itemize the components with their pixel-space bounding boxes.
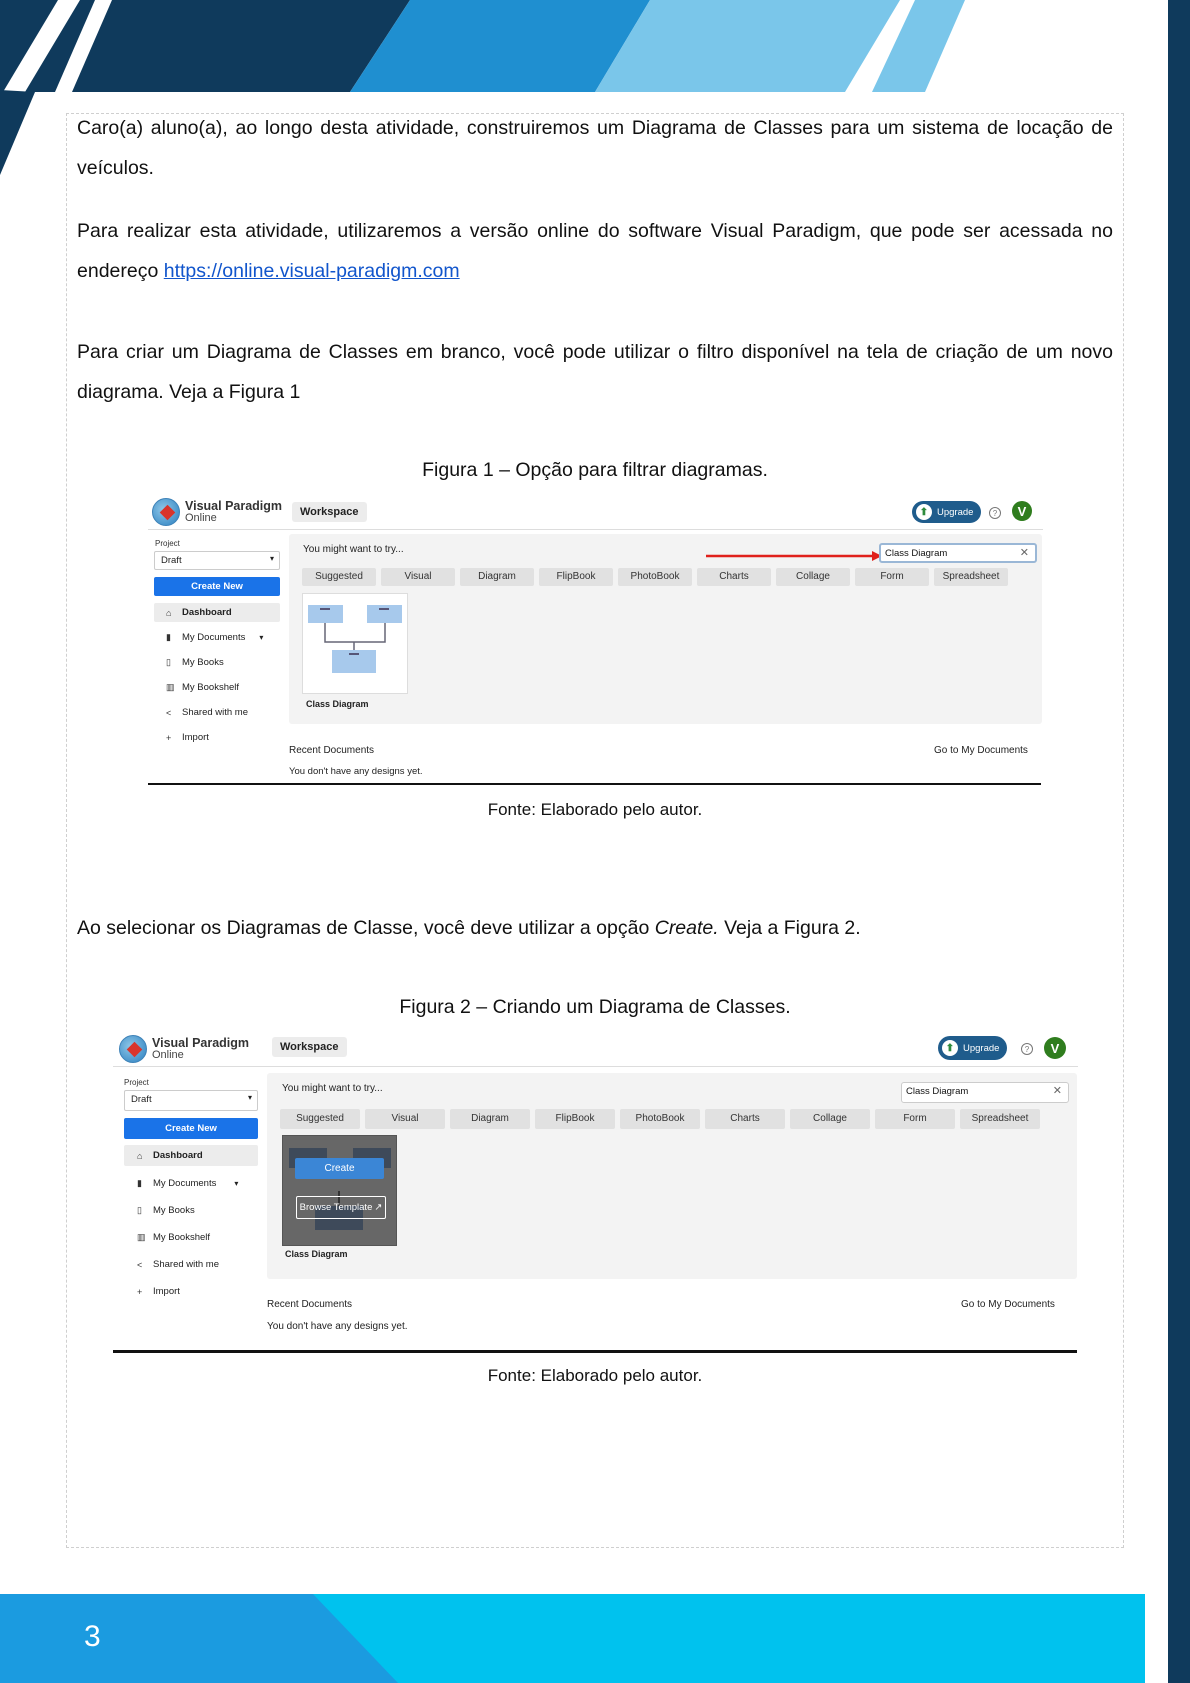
figure-2-screenshot <box>113 1033 1078 1353</box>
figure-bottom-line <box>113 1350 1077 1353</box>
nav-shared-with-me[interactable] <box>124 1254 258 1275</box>
category-diagram[interactable]: Diagram <box>450 1109 530 1129</box>
category-collage[interactable]: Collage <box>776 568 850 586</box>
software-paragraph <box>77 211 1113 291</box>
project-label: Project <box>124 1078 149 1087</box>
category-form[interactable]: Form <box>855 568 929 586</box>
header-divider <box>148 529 1043 530</box>
create-paragraph-text: Ao selecionar os Diagramas de Classe, você deve utilizar a opção <box>77 917 650 939</box>
nav-dashboard-label: Dashboard <box>182 607 232 618</box>
nav-my-documents-label: My Documents <box>153 1178 217 1189</box>
category-charts[interactable]: Charts <box>705 1109 785 1129</box>
diagram-search-input[interactable] <box>901 1082 1069 1103</box>
header-banner <box>0 0 1190 92</box>
globe-logo-icon <box>152 498 180 526</box>
category-flipbook[interactable]: FlipBook <box>539 568 613 586</box>
software-paragraph-text: Para realizar esta atividade, utilizaremos a versão online do software Visual Paradigm, que pode ser acessada no endereço <box>77 220 1113 282</box>
class-diagram-card-hover[interactable] <box>282 1135 397 1246</box>
nav-my-bookshelf[interactable] <box>124 1227 258 1248</box>
logo-title: Visual Paradigm <box>185 499 283 513</box>
category-photobook[interactable]: PhotoBook <box>618 568 692 586</box>
footer-banner <box>0 1594 1145 1683</box>
clear-icon[interactable]: ✕ <box>1019 547 1029 559</box>
nav-shared-with-me[interactable] <box>154 703 280 722</box>
book-icon: ▯ <box>137 1205 142 1215</box>
project-select-value: Draft <box>161 555 182 566</box>
create-paragraph <box>77 908 1113 948</box>
left-stripe-decoration <box>0 0 40 190</box>
chevron-down-icon: ▾ <box>247 1093 252 1102</box>
category-suggested[interactable]: Suggested <box>280 1109 360 1129</box>
class-diagram-card[interactable] <box>302 593 408 694</box>
upgrade-arrow-icon: ⬆ <box>916 504 932 520</box>
user-avatar[interactable]: V <box>1044 1037 1066 1059</box>
diagram-search-input[interactable] <box>879 543 1037 563</box>
right-edge-bar <box>1168 0 1190 1683</box>
nav-import[interactable] <box>124 1281 258 1302</box>
upgrade-label: Upgrade <box>937 506 974 518</box>
category-flipbook[interactable]: FlipBook <box>535 1109 615 1129</box>
chevron-down-icon: ▾ <box>269 554 274 563</box>
class-diagram-card-label: Class Diagram <box>285 1249 348 1259</box>
vp-logo <box>119 1035 249 1063</box>
try-label: You might want to try... <box>282 1083 383 1094</box>
header-divider <box>113 1066 1078 1067</box>
class-diagram-thumbnail <box>303 594 407 693</box>
user-avatar[interactable]: V <box>1012 501 1032 521</box>
nav-dashboard-label: Dashboard <box>153 1150 203 1161</box>
help-icon[interactable]: ? <box>1021 1043 1033 1055</box>
external-link-icon: ↗ <box>374 1202 383 1213</box>
document-icon: ▮ <box>137 1178 142 1188</box>
clear-icon[interactable]: ✕ <box>1052 1085 1062 1097</box>
nav-my-books[interactable] <box>124 1200 258 1221</box>
nav-my-books-label: My Books <box>182 657 224 668</box>
share-icon: < <box>137 1259 143 1270</box>
category-charts[interactable]: Charts <box>697 568 771 586</box>
upgrade-label: Upgrade <box>963 1042 1000 1054</box>
bookshelf-icon: ▥ <box>166 682 175 692</box>
red-arrow-annotation <box>706 551 882 561</box>
logo-subtitle: Online <box>185 512 217 524</box>
recent-documents-label: Recent Documents <box>267 1299 353 1310</box>
browse-template-button[interactable] <box>296 1196 386 1219</box>
nav-my-bookshelf-label: My Bookshelf <box>153 1232 211 1243</box>
category-suggested[interactable]: Suggested <box>302 568 376 586</box>
figure-bottom-line <box>148 783 1041 785</box>
nav-dashboard[interactable] <box>124 1145 258 1166</box>
plus-icon: + <box>137 1286 143 1297</box>
try-label: You might want to try... <box>303 544 404 555</box>
nav-import[interactable] <box>154 728 280 747</box>
bookshelf-icon: ▥ <box>137 1232 146 1242</box>
figure-1-screenshot <box>148 496 1043 786</box>
help-icon[interactable]: ? <box>989 507 1001 519</box>
chevron-down-icon: ▾ <box>234 1179 239 1188</box>
workspace-button[interactable]: Workspace <box>272 1037 347 1057</box>
class-diagram-card-label: Class Diagram <box>306 699 369 709</box>
browse-template-label: Browse Template <box>299 1202 373 1213</box>
search-value: Class Diagram <box>885 548 948 559</box>
filter-paragraph: Para criar um Diagrama de Classes em branco, você pode utilizar o filtro disponível na tela de criação de um novo diagrama. Veja a Figura 1 <box>77 341 1113 403</box>
category-visual[interactable]: Visual <box>365 1109 445 1129</box>
nav-my-bookshelf-label: My Bookshelf <box>182 682 240 693</box>
page-number: 3 <box>84 1620 101 1653</box>
nav-my-documents-label: My Documents <box>182 632 246 643</box>
project-label: Project <box>155 539 180 548</box>
create-paragraph-end: Veja a Figura 2. <box>724 917 861 939</box>
book-icon: ▯ <box>166 657 171 667</box>
nav-my-books-label: My Books <box>153 1205 195 1216</box>
chevron-down-icon: ▾ <box>259 633 264 642</box>
workspace-button[interactable]: Workspace <box>292 502 367 522</box>
category-spreadsheet[interactable]: Spreadsheet <box>960 1109 1040 1129</box>
nav-shared-with-me-label: Shared with me <box>153 1259 220 1270</box>
share-icon: < <box>166 707 172 718</box>
category-diagram[interactable]: Diagram <box>460 568 534 586</box>
globe-logo-icon <box>119 1035 147 1063</box>
category-visual[interactable]: Visual <box>381 568 455 586</box>
recent-documents-label: Recent Documents <box>289 745 375 756</box>
category-collage[interactable]: Collage <box>790 1109 870 1129</box>
nav-my-bookshelf[interactable] <box>154 678 280 697</box>
project-select[interactable] <box>124 1090 258 1111</box>
plus-icon: + <box>166 732 172 743</box>
logo-title: Visual Paradigm <box>152 1036 250 1050</box>
create-button[interactable]: Create <box>295 1158 384 1179</box>
project-select-value: Draft <box>131 1094 152 1105</box>
go-to-my-documents-link[interactable]: Go to My Documents <box>961 1299 1055 1310</box>
visual-paradigm-link[interactable]: https://online.visual-paradigm.com <box>163 260 460 282</box>
figure-2-title: Figura 2 – Criando um Diagrama de Classes. <box>399 996 791 1018</box>
nav-import-label: Import <box>153 1286 180 1297</box>
intro-paragraph: Caro(a) aluno(a), ao longo desta atividade, construiremos um Diagrama de Classes para um sistema de locação de veículos. <box>77 117 1113 179</box>
search-value: Class Diagram <box>906 1086 969 1097</box>
category-photobook[interactable]: PhotoBook <box>620 1109 700 1129</box>
upgrade-button[interactable] <box>938 1036 1007 1060</box>
document-icon: ▮ <box>166 632 171 642</box>
no-designs-message: You don't have any designs yet. <box>267 1321 408 1332</box>
vp-logo <box>152 498 282 526</box>
create-new-button[interactable]: Create New <box>124 1118 258 1139</box>
category-spreadsheet[interactable]: Spreadsheet <box>934 568 1008 586</box>
figure-2-source: Fonte: Elaborado pelo autor. <box>487 1366 703 1385</box>
figure-1-source: Fonte: Elaborado pelo autor. <box>487 800 703 819</box>
category-form[interactable]: Form <box>875 1109 955 1129</box>
create-emphasis: Create. <box>654 917 719 939</box>
nav-import-label: Import <box>182 732 209 743</box>
nav-my-documents[interactable] <box>124 1173 258 1194</box>
upgrade-arrow-icon: ⬆ <box>942 1040 958 1056</box>
upgrade-button[interactable] <box>912 501 981 523</box>
create-new-button[interactable]: Create New <box>154 577 280 596</box>
home-icon: ⌂ <box>166 607 172 618</box>
nav-my-books[interactable] <box>154 653 280 672</box>
nav-shared-with-me-label: Shared with me <box>182 707 249 718</box>
logo-subtitle: Online <box>152 1049 184 1061</box>
project-select[interactable] <box>154 551 280 570</box>
nav-my-documents[interactable] <box>154 628 280 647</box>
figure-1-title: Figura 1 – Opção para filtrar diagramas. <box>422 459 768 481</box>
go-to-my-documents-link[interactable]: Go to My Documents <box>934 745 1028 756</box>
home-icon: ⌂ <box>137 1150 143 1161</box>
nav-dashboard[interactable] <box>154 603 280 622</box>
no-designs-message: You don't have any designs yet. <box>289 766 423 777</box>
class-diagram-thumbnail-dimmed <box>283 1136 396 1245</box>
